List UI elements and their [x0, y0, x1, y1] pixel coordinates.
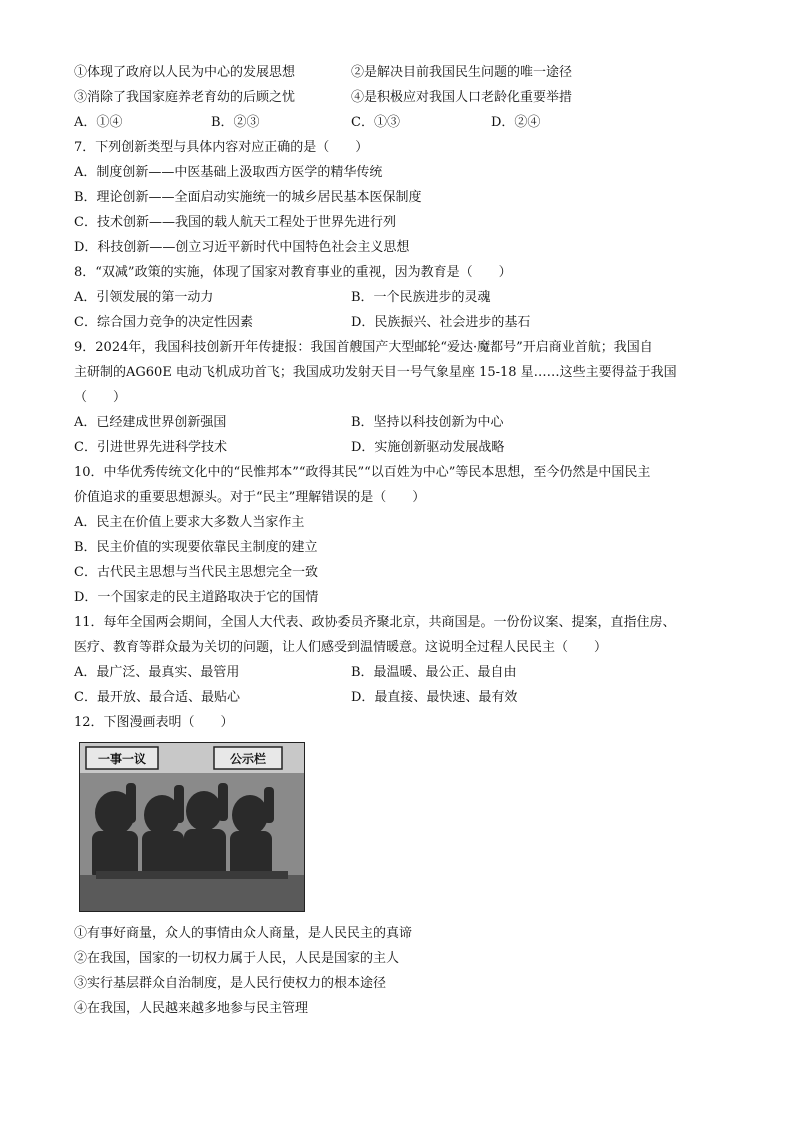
sign-right-text: 公示栏	[229, 752, 267, 766]
q7-option-d: D．科技创新——创立习近平新时代中国特色社会主义思想	[74, 240, 410, 255]
q7-option-b: B．理论创新——全面启动实施统一的城乡居民基本医保制度	[74, 190, 422, 205]
q6-option-b: B．②③	[211, 115, 260, 130]
q7-option-c: C．技术创新——我国的载人航天工程处于世界先进行列	[74, 215, 396, 230]
q6-option-d: D．②④	[491, 115, 541, 130]
sign-left-text: 一事一议	[97, 752, 147, 766]
q6-item-1: ①体现了政府以人民为中心的发展思想	[74, 65, 296, 80]
q10-option-a: A．民主在价值上要求大多数人当家作主	[74, 515, 305, 530]
q12-cartoon	[79, 742, 305, 912]
q10-option-b: B．民主价值的实现要依靠民主制度的建立	[74, 540, 318, 555]
q12-stem: 12．下图漫画表明（ ）	[74, 715, 234, 730]
q6-option-c: C．①③	[351, 115, 400, 130]
q7-option-a: A．制度创新——中医基础上汲取西方医学的精华传统	[74, 165, 383, 180]
q11-stem-line-2: 医疗、教育等群众最为关切的问题，让人们感受到温情暖意。这说明全过程人民民主（ ）	[74, 640, 608, 655]
q11-option-c: C．最开放、最合适、最贴心	[74, 690, 240, 705]
q11-option-d: D．最直接、最快速、最有效	[351, 690, 518, 705]
q10-option-c: C．古代民主思想与当代民主思想完全一致	[74, 565, 318, 580]
q6-item-3: ③消除了我国家庭养老育幼的后顾之忧	[74, 90, 296, 105]
q10-stem-line-2: 价值追求的重要思想源头。对于“民主”理解错误的是（ ）	[74, 490, 426, 505]
q10-stem-line-1: 10．中华优秀传统文化中的“民惟邦本”“政得其民”“以百姓为中心”等民本思想，至今仍然是中国民主	[74, 465, 651, 480]
q9-option-d: D．实施创新驱动发展战略	[351, 440, 505, 455]
q8-option-b: B．一个民族进步的灵魂	[351, 290, 491, 305]
q6-item-2: ②是解决目前我国民生问题的唯一途径	[351, 65, 573, 80]
q9-stem-line-1: 9．2024年，我国科技创新开年传捷报：我国首艘国产大型邮轮“爱达·魔都号”开启商业首航；我国自	[74, 340, 653, 355]
q7-stem: 7．下列创新类型与具体内容对应正确的是（ ）	[74, 140, 369, 155]
cartoon-drawing	[80, 743, 304, 911]
q6-option-a: A．①④	[74, 115, 123, 130]
q9-stem-line-3: （ ）	[74, 390, 127, 405]
q8-option-d: D．民族振兴、社会进步的基石	[351, 315, 531, 330]
q10-option-d: D．一个国家走的民主道路取决于它的国情	[74, 590, 319, 605]
q6-item-4: ④是积极应对我国人口老龄化重要举措	[351, 90, 573, 105]
q8-option-c: C．综合国力竞争的决定性因素	[74, 315, 253, 330]
q11-option-b: B．最温暖、最公正、最自由	[351, 665, 517, 680]
q8-stem: 8．“双减”政策的实施，体现了国家对教育事业的重视，因为教育是（ ）	[74, 265, 512, 280]
q12-item-1: ①有事好商量，众人的事情由众人商量，是人民民主的真谛	[74, 926, 413, 941]
q12-item-2: ②在我国，国家的一切权力属于人民，人民是国家的主人	[74, 951, 400, 966]
q8-option-a: A．引领发展的第一动力	[74, 290, 214, 305]
q9-option-b: B．坚持以科技创新为中心	[351, 415, 504, 430]
q12-item-4: ④在我国，人民越来越多地参与民主管理	[74, 1001, 309, 1016]
q11-stem-line-1: 11．每年全国两会期间，全国人大代表、政协委员齐聚北京，共商国是。一份份议案、提案，直指住房、	[74, 615, 676, 630]
q9-option-c: C．引进世界先进科学技术	[74, 440, 227, 455]
q9-option-a: A．已经建成世界创新强国	[74, 415, 227, 430]
q11-option-a: A．最广泛、最真实、最管用	[74, 665, 240, 680]
q9-stem-line-2: 主研制的AG60E 电动飞机成功首飞；我国成功发射天目一号气象星座 15-18 星……这些主要得益于我国	[74, 365, 677, 380]
q12-item-3: ③实行基层群众自治制度，是人民行使权力的根本途径	[74, 976, 387, 991]
